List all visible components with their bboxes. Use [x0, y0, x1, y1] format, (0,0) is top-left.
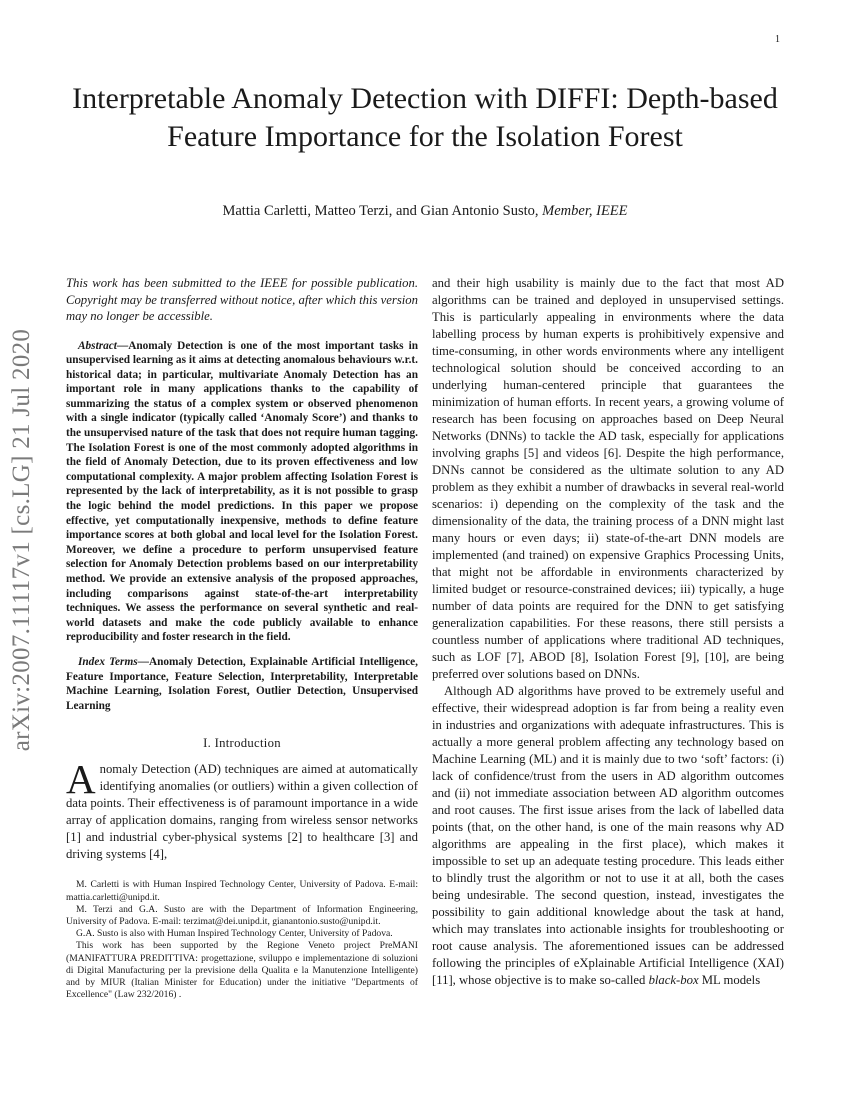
intro-text: nomaly Detection (AD) techniques are aimed at automatically identifying anomalies (or outliers) within a given collection of data points. Their effectiveness is of paramount importance in a wide array of application domains, ranging from wireless sensor networks [1] and industrial cyber-physical systems [2] to healthcare [3] and driving systems [4],	[66, 762, 418, 862]
footnote: This work has been supported by the Regione Veneto project PreMANI (MANIFATTURA PREDITTIVA: progettazione, sviluppo e implementazione di soluzioni di Digital Manufacturing per la previsione della Qualita e la Manutenzione Intelligente) and by MIUR (Italian Minister for Education) under the initiative "Departments of Excellence" (Law 232/2016) .	[66, 940, 418, 1001]
right-column	[432, 275, 784, 989]
index-terms-label: Index Terms	[78, 655, 138, 668]
paper-title: Interpretable Anomaly Detection with DIFFI: Depth-based Feature Importance for the Isolation Forest	[72, 82, 778, 153]
left-column	[66, 275, 418, 1001]
abstract	[66, 339, 418, 645]
footnote: M. Carletti is with Human Inspired Technology Center, University of Padova. E-mail: mattia.carletti@unipd.it.	[66, 879, 418, 903]
arxiv-identifier-stamp	[2, 300, 42, 780]
author-membership: Member, IEEE	[542, 203, 628, 219]
abstract-text: —Anomaly Detection is one of the most important tasks in unsupervised learning as it aims at detecting anomalous behaviours w.r.t. historical data; in particular, multivariate Anomaly Detection has an important role in many applications thanks to the capability of summarizing the status of a complex system or observed phenomenon with a single indicator (typically called ‘Anomaly Score’) and thanks to the unsupervised nature of the task that does not require human tagging. The Isolation Forest is one of the most commonly adopted algorithms in the field of Anomaly Detection, due to its proven effectiveness and low computational complexity. A major problem affecting Isolation Forest is represented by the lack of interpretability, as it is not possible to grasp the logic behind the model predictions. In this paper we propose effective, yet computationally inexpensive, methods to define feature importance scores at both global and local level for the Isolation Forest. Moreover, we define a procedure to perform unsupervised feature selection for Anomaly Detection problems based on our interpretability method. We provide an extensive analysis of the proposed approaches, including comparisons against state-of-the-art interpretability techniques. We assess the performance on several synthetic and real-world datasets and make the code publicly available to enhance reproducibility and foster research in the field.	[66, 339, 418, 644]
abstract-label: Abstract	[78, 339, 117, 352]
footnotes	[66, 879, 418, 1001]
index-terms	[66, 655, 418, 713]
submission-notice: This work has been submitted to the IEEE for possible publication. Copyright may be transferred without notice, after which this version may no longer be accessible.	[66, 276, 418, 323]
body-paragraph	[432, 683, 784, 989]
author-names: Mattia Carletti, Matteo Terzi, and Gian Antonio Susto,	[222, 203, 539, 219]
page-number: 1	[775, 34, 780, 45]
footnote: G.A. Susto is also with Human Inspired Technology Center, University of Padova.	[76, 928, 393, 940]
emphasis-black-box: black-box	[648, 973, 699, 987]
intro-paragraph	[66, 756, 418, 863]
section-heading-introduction: I. Introduction	[203, 736, 281, 751]
intro-dropcap: A	[66, 756, 96, 803]
footnote: M. Terzi and G.A. Susto are with the Department of Information Engineering, University of Padova. E-mail: terzimat@dei.unipd.it, gianantonio.susto@unipd.it.	[66, 903, 418, 927]
author-line	[60, 203, 790, 220]
body-text: ML models	[698, 973, 761, 987]
index-terms-text: —Anomaly Detection, Explainable Artificial Intelligence, Feature Importance, Feature Selection, Interpretability, Interpretable Machine Learning, Isolation Forest, Outlier Detection, Unsupervised Learning	[66, 655, 418, 712]
body-text: Although AD algorithms have proved to be extremely useful and effective, their widespread adoption is far from being a reality even in industries and organizations with adequate infrastructures. This is actually a more general problem affecting any technology based on Machine Learning (ML) and it is mainly due to two ‘soft’ factors: (i) lack of confidence/trust from the users in AD algorithm outcomes and (ii) not immediate association between AD algorithm outcomes and root causes. The first issue arises from the lack of labelled data points (that, on the other hand, is one of the main reasons why AD algorithms are appealing in the first place), which makes it impossible to set up an adequate testing procedure. This leads either to blindly trust the algorithm or not to use it at all, both the cases being undesirable. The second question, instead, investigates the possibility to gain additional knowledge about the task at hand, which may translates into actionable insights for troubleshooting or root cause analysis. The aforementioned issues can be addressed following the principles of eXplainable Artificial Intelligence (XAI) [11], whose objective is to make so-called	[432, 684, 784, 987]
body-paragraph: and their high usability is mainly due to the fact that most AD algorithms can be trained and deployed in unsupervised settings. This is particularly appealing in environments where the data labelling process by human experts is prohibitively expensive and time-consuming, in other words environments where any intelligent technological solution should be conceived according to an underlying human-centered principle that guarantees the minimization of human efforts. In recent years, a growing volume of research has been focusing on approaches based on Deep Neural Networks (DNNs) to tackle the AD task, especially for applications involving graphs [5] and videos [6]. Despite the high performance, DNNs cannot be considered as the ultimate solution to any AD problem as they exhibit a number of drawbacks in several real-world scenarios: i) depending on the complexity of the task and the dimensionality of the data, the training process of a DNN might last many hours or even days; ii) state-of-the-art DNN models are implemented (and trained) on expensive Graphics Processing Units, that might not be affordable in environments characterized by limited budget or resource-constrained devices; iii) typically, a huge number of data points are required for the DNN to get satisfying generalization capabilities. For these reasons, there still persists a countless number of applications where traditional AD techniques, such as LOF [7], ABOD [8], Isolation Forest [9], [10], are being preferred over solutions based on DNNs.	[432, 276, 784, 681]
arxiv-identifier-text: arXiv:2007.11117v1 [cs.LG] 21 Jul 2020	[8, 328, 35, 752]
